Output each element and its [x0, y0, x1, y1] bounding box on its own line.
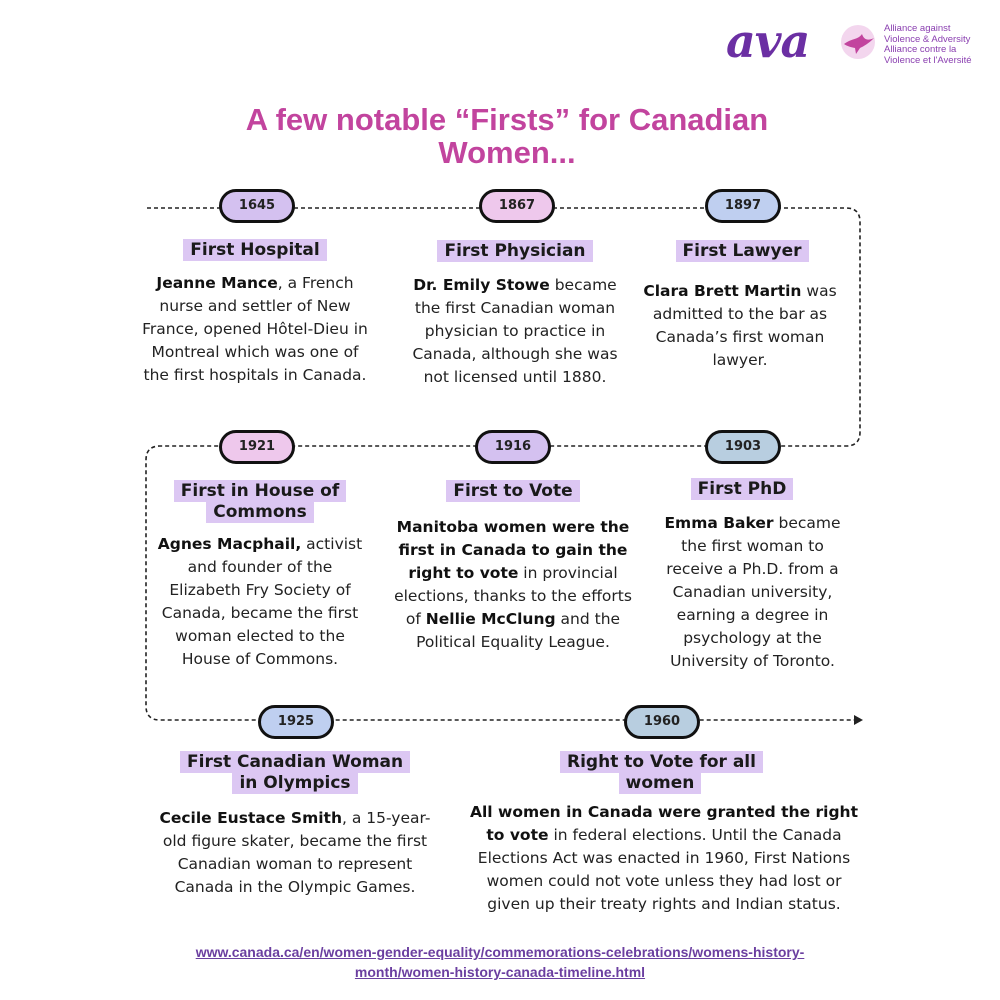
- timeline-arrow-icon: [854, 715, 863, 725]
- event-label: Right to Vote for all women: [560, 752, 760, 794]
- title-line-2: Women...: [438, 135, 576, 170]
- event-description: Jeanne Mance, a French nurse and settler of New France, opened Hôtel-Dieu in Montreal which was one of the first hospitals in Canada.: [142, 274, 368, 384]
- event-label: First Hospital: [150, 240, 360, 261]
- year-pill: 1921: [219, 430, 295, 464]
- event-description: All women in Canada were granted the right to vote in federal elections. Until the Canada Elections Act was enacted in 1960, First Nations women could not vote unless they had lost or given up their treaty rights and Indian status.: [470, 803, 858, 913]
- year-pill: 1897: [705, 189, 781, 223]
- event-description: Manitoba women were the first in Canada to gain the right to vote in provincial elections, thanks to the efforts of Nellie McClung and the Political Equality League.: [394, 518, 632, 651]
- event-label: First to Vote: [408, 481, 618, 502]
- event-label: First Canadian Woman in Olympics: [180, 752, 410, 794]
- logo-name-fr-1: Alliance contre la: [884, 44, 957, 55]
- event-description: Cecile Eustace Smith, a 15-year-old figure skater, became the first Canadian woman to represent Canada in the Olympic Games.: [159, 809, 431, 896]
- year-pill: 1925: [258, 705, 334, 739]
- logo-wordmark: ava: [726, 14, 810, 68]
- event-description: Clara Brett Martin was admitted to the bar as Canada’s first woman lawyer.: [643, 282, 837, 369]
- year-pill: 1916: [475, 430, 551, 464]
- event-label: First in House of Commons: [170, 481, 350, 523]
- year-pill: 1903: [705, 430, 781, 464]
- year-pill: 1960: [624, 705, 700, 739]
- event-description: Emma Baker became the first woman to receive a Ph.D. from a Canadian university, earning a degree in psychology at the University of Toronto.: [664, 514, 841, 670]
- year-pill: 1867: [479, 189, 555, 223]
- event-description: Agnes Macphail, activist and founder of the Elizabeth Fry Society of Canada, became the first woman elected to the House of Commons.: [157, 535, 363, 668]
- logo-name-fr-2: Violence et l'Aversité: [884, 54, 972, 66]
- logo-name-en-1: Alliance against: [884, 23, 951, 34]
- event-description: Dr. Emily Stowe became the first Canadian woman physician to practice in Canada, although she was not licensed until 1880.: [412, 276, 618, 386]
- year-pill: 1645: [219, 189, 295, 223]
- event-label: First Physician: [410, 241, 620, 262]
- source-link[interactable]: www.canada.ca/en/women-gender-equality/commemorations-celebrations/womens-history-month/women-history-canada-timeline.html: [195, 944, 805, 980]
- event-label: First Lawyer: [637, 241, 847, 262]
- event-label: First PhD: [637, 479, 847, 500]
- logo-name-en-2: Violence & Adversity: [884, 33, 971, 45]
- title-line-1: A few notable “Firsts” for Canadian: [245, 102, 769, 137]
